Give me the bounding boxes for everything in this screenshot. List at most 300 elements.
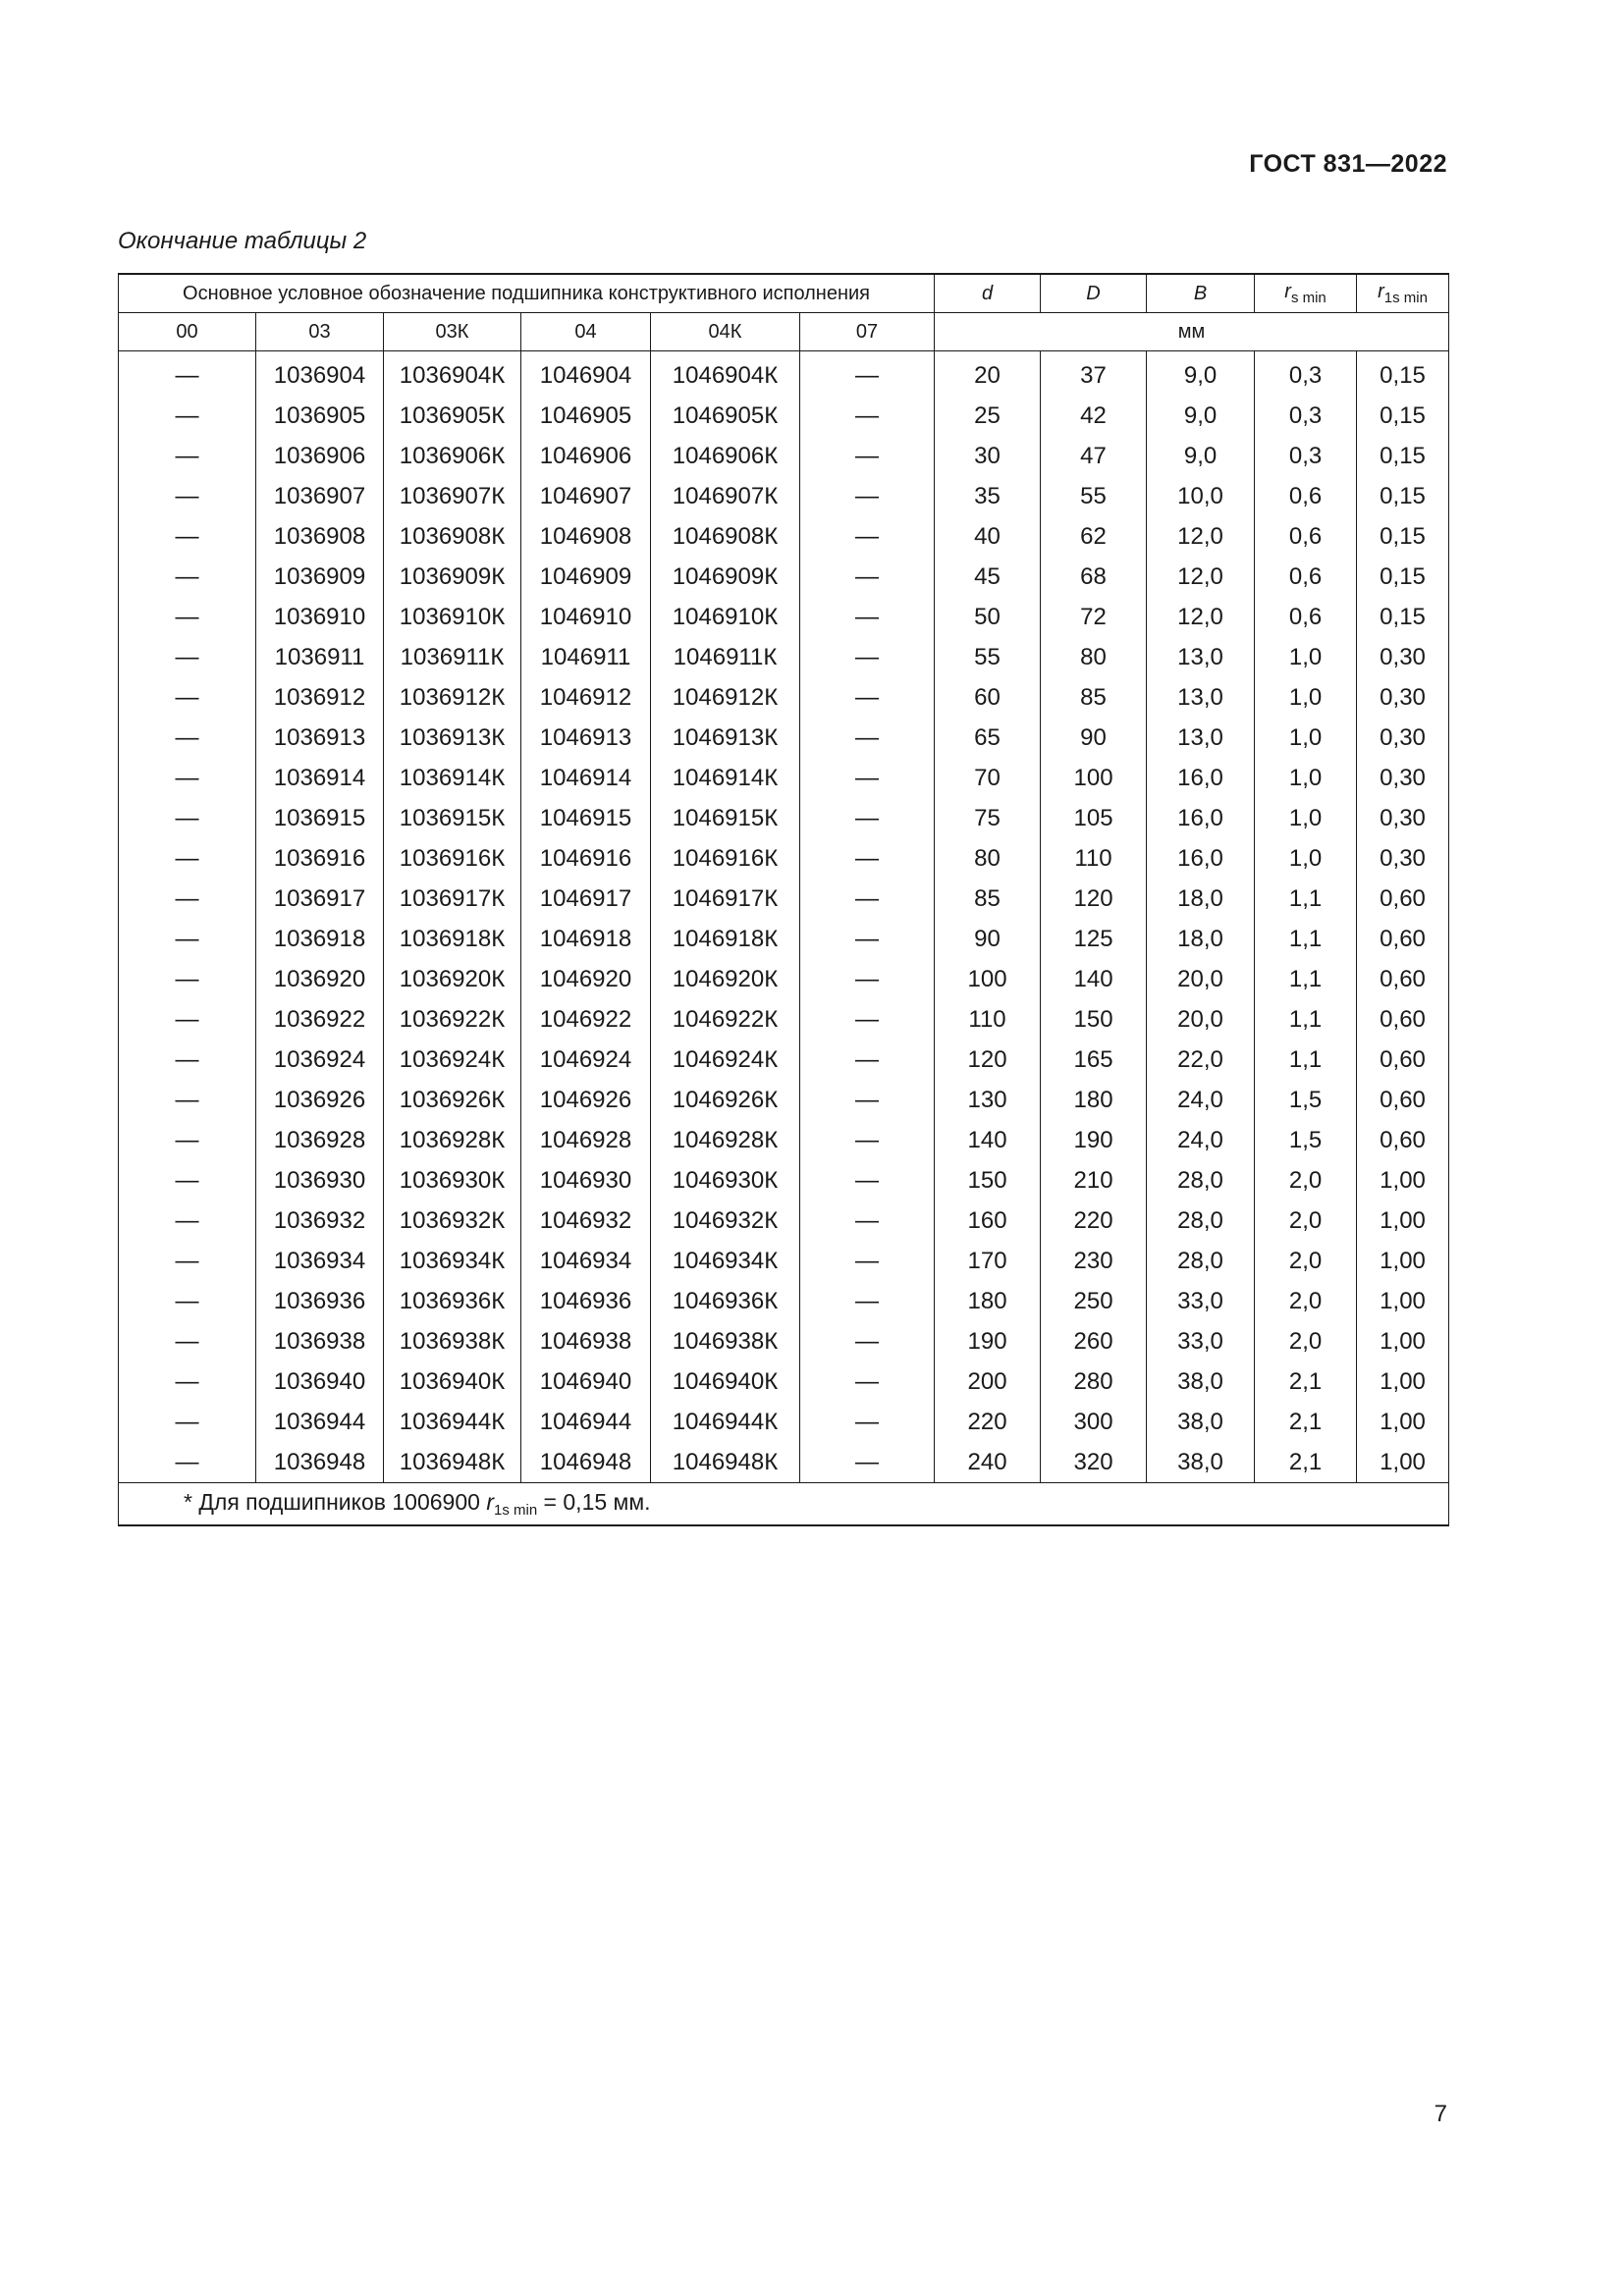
table-cell: — — [119, 798, 256, 838]
table-row — [119, 1201, 1449, 1241]
table-cell: 1046913К — [651, 718, 800, 758]
table-cell: 1,5 — [1255, 1120, 1357, 1160]
table-cell: 1046938К — [651, 1321, 800, 1362]
table-cell: 220 — [1041, 1201, 1147, 1241]
table-cell: 1036906К — [384, 436, 521, 476]
standard-designation: ГОСТ 831—2022 — [1249, 150, 1447, 178]
table-cell: 1036936 — [256, 1281, 384, 1321]
series-header: 04К — [651, 313, 800, 351]
table-cell: 9,0 — [1147, 436, 1255, 476]
table-cell: 33,0 — [1147, 1281, 1255, 1321]
table-cell: 1036914 — [256, 758, 384, 798]
table-cell: 16,0 — [1147, 798, 1255, 838]
table-cell: 1,0 — [1255, 838, 1357, 879]
table-cell: 1046915 — [521, 798, 651, 838]
header-B: B — [1147, 274, 1255, 313]
series-header: 07 — [800, 313, 935, 351]
table-cell: 1036917К — [384, 879, 521, 919]
table-cell: 1046930К — [651, 1160, 800, 1201]
table-cell: — — [119, 597, 256, 637]
table-cell: 0,15 — [1357, 516, 1449, 557]
table-cell: 1036912К — [384, 677, 521, 718]
table-cell: 1,00 — [1357, 1442, 1449, 1483]
table-cell: 1,0 — [1255, 637, 1357, 677]
table-cell: 1,0 — [1255, 798, 1357, 838]
table-cell: 1046934 — [521, 1241, 651, 1281]
table-cell: 0,60 — [1357, 1080, 1449, 1120]
table-cell: 12,0 — [1147, 516, 1255, 557]
table-cell: — — [800, 355, 935, 396]
table-row — [119, 1120, 1449, 1160]
table-cell: 20 — [935, 355, 1041, 396]
table-cell: 1046934К — [651, 1241, 800, 1281]
table-cell: 1036922 — [256, 999, 384, 1040]
table-cell: 130 — [935, 1080, 1041, 1120]
table-cell: 2,0 — [1255, 1201, 1357, 1241]
table-cell: 110 — [935, 999, 1041, 1040]
table-cell: — — [800, 637, 935, 677]
table-cell: 180 — [935, 1281, 1041, 1321]
table-cell: 40 — [935, 516, 1041, 557]
table-cell: 1046910 — [521, 597, 651, 637]
table-cell: 1036918 — [256, 919, 384, 959]
table-cell: 1036934 — [256, 1241, 384, 1281]
table-cell: 1036944 — [256, 1402, 384, 1442]
table-cell: 2,0 — [1255, 1321, 1357, 1362]
table-cell: 0,3 — [1255, 396, 1357, 436]
table-row — [119, 677, 1449, 718]
table-row — [119, 959, 1449, 999]
series-header: 03К — [384, 313, 521, 351]
table-cell: — — [119, 1241, 256, 1281]
table-cell: — — [119, 758, 256, 798]
table-cell: 0,60 — [1357, 1040, 1449, 1080]
table-cell: — — [800, 798, 935, 838]
table-cell: 55 — [1041, 476, 1147, 516]
table-cell: 18,0 — [1147, 879, 1255, 919]
table-row — [119, 1080, 1449, 1120]
table-cell: — — [119, 355, 256, 396]
table-cell: 180 — [1041, 1080, 1147, 1120]
table-cell: 38,0 — [1147, 1442, 1255, 1483]
table-cell: 1036948К — [384, 1442, 521, 1483]
table-cell: 62 — [1041, 516, 1147, 557]
table-cell: — — [119, 838, 256, 879]
table-cell: 2,1 — [1255, 1402, 1357, 1442]
table-cell: 165 — [1041, 1040, 1147, 1080]
table-cell: 1046904К — [651, 355, 800, 396]
header-r1s-min: $r_{1s min}$ — [1357, 274, 1449, 313]
table-cell: — — [800, 758, 935, 798]
table-cell: 1046922 — [521, 999, 651, 1040]
table-cell: 12,0 — [1147, 557, 1255, 597]
table-cell: 25 — [935, 396, 1041, 436]
table-cell: 1036908К — [384, 516, 521, 557]
table-cell: 0,15 — [1357, 597, 1449, 637]
table-cell: 1036914К — [384, 758, 521, 798]
table-cell: 0,30 — [1357, 718, 1449, 758]
table-cell: 24,0 — [1147, 1080, 1255, 1120]
page-number: 7 — [1434, 2101, 1447, 2127]
table-cell: 1046909К — [651, 557, 800, 597]
table-cell: 1046930 — [521, 1160, 651, 1201]
header-d: d — [935, 274, 1041, 313]
table-cell: 1046906К — [651, 436, 800, 476]
table-cell: 1046914 — [521, 758, 651, 798]
table-cell: 45 — [935, 557, 1041, 597]
table-cell: 70 — [935, 758, 1041, 798]
table-cell: 1036906 — [256, 436, 384, 476]
table-row — [119, 758, 1449, 798]
header-row-2 — [119, 313, 1449, 351]
table-cell: 1,1 — [1255, 959, 1357, 999]
table-cell: — — [119, 516, 256, 557]
table-cell: 30 — [935, 436, 1041, 476]
table-cell: — — [800, 476, 935, 516]
table-cell: 0,60 — [1357, 879, 1449, 919]
table-cell: 1046916К — [651, 838, 800, 879]
table-cell: 20,0 — [1147, 999, 1255, 1040]
table-cell: 1046909 — [521, 557, 651, 597]
table-cell: 1,0 — [1255, 718, 1357, 758]
table-cell: 0,30 — [1357, 637, 1449, 677]
table-cell: — — [119, 718, 256, 758]
table-row — [119, 798, 1449, 838]
table-cell: 2,0 — [1255, 1281, 1357, 1321]
table-cell: 22,0 — [1147, 1040, 1255, 1080]
table-cell: — — [800, 718, 935, 758]
table-cell: 1,00 — [1357, 1201, 1449, 1241]
bearing-table — [118, 273, 1449, 1526]
table-cell: — — [119, 999, 256, 1040]
table-cell: 0,3 — [1255, 436, 1357, 476]
table-cell: 160 — [935, 1201, 1041, 1241]
table-cell: 42 — [1041, 396, 1147, 436]
table-row — [119, 1402, 1449, 1442]
table-cell: 24,0 — [1147, 1120, 1255, 1160]
table-caption: Окончание таблицы 2 — [118, 228, 367, 254]
table-cell: 100 — [1041, 758, 1147, 798]
table-cell: — — [119, 436, 256, 476]
table-cell: 200 — [935, 1362, 1041, 1402]
table-cell: 120 — [935, 1040, 1041, 1080]
table-cell: 0,30 — [1357, 798, 1449, 838]
table-cell: 125 — [1041, 919, 1147, 959]
table-cell: 10,0 — [1147, 476, 1255, 516]
table-cell: 1046932К — [651, 1201, 800, 1241]
table-cell: 1036918К — [384, 919, 521, 959]
table-cell: 220 — [935, 1402, 1041, 1442]
table-cell: 1036915К — [384, 798, 521, 838]
footnote-row — [119, 1483, 1449, 1526]
table-cell: 1046926К — [651, 1080, 800, 1120]
table-cell: 260 — [1041, 1321, 1147, 1362]
table-cell: 1046940К — [651, 1362, 800, 1402]
table-cell: 1046920 — [521, 959, 651, 999]
table-cell: 9,0 — [1147, 355, 1255, 396]
table-cell: 1046948 — [521, 1442, 651, 1483]
table-cell: — — [119, 1201, 256, 1241]
table-cell: 1036934К — [384, 1241, 521, 1281]
table-cell: 1036936К — [384, 1281, 521, 1321]
table-cell: 1036909 — [256, 557, 384, 597]
table-row — [119, 1442, 1449, 1483]
table-cell: 0,6 — [1255, 597, 1357, 637]
table-cell: 1036930 — [256, 1160, 384, 1201]
table-cell: 9,0 — [1147, 396, 1255, 436]
table-cell: 0,60 — [1357, 1120, 1449, 1160]
table-cell: 1036913К — [384, 718, 521, 758]
table-cell: 210 — [1041, 1160, 1147, 1201]
table-cell: 16,0 — [1147, 838, 1255, 879]
table-cell: 1036916К — [384, 838, 521, 879]
table-cell: 1046944К — [651, 1402, 800, 1442]
table-cell: 1036928К — [384, 1120, 521, 1160]
table-cell: 1046944 — [521, 1402, 651, 1442]
table-cell: 1036910К — [384, 597, 521, 637]
table-cell: 1046948К — [651, 1442, 800, 1483]
table-cell: 33,0 — [1147, 1321, 1255, 1362]
table-cell: 1046906 — [521, 436, 651, 476]
table-cell: 0,30 — [1357, 758, 1449, 798]
table-cell: 1046908 — [521, 516, 651, 557]
table-cell: — — [119, 1120, 256, 1160]
table-cell: — — [800, 1040, 935, 1080]
table-cell: — — [119, 1321, 256, 1362]
table-cell: 35 — [935, 476, 1041, 516]
table-cell: — — [800, 838, 935, 879]
table-cell: 1036905К — [384, 396, 521, 436]
table-cell: 1036932К — [384, 1201, 521, 1241]
table-cell: 16,0 — [1147, 758, 1255, 798]
table-cell: 1036912 — [256, 677, 384, 718]
table-cell: 150 — [935, 1160, 1041, 1201]
table-cell: 47 — [1041, 436, 1147, 476]
table-cell: — — [800, 396, 935, 436]
table-row — [119, 1160, 1449, 1201]
table-cell: 1036924К — [384, 1040, 521, 1080]
table-cell: — — [800, 1160, 935, 1201]
table-cell: — — [800, 879, 935, 919]
table-cell: 1036916 — [256, 838, 384, 879]
table-cell: — — [119, 1080, 256, 1120]
table-cell: 1046912 — [521, 677, 651, 718]
table-cell: 1036932 — [256, 1201, 384, 1241]
table-cell: 240 — [935, 1442, 1041, 1483]
table-cell: 1,1 — [1255, 879, 1357, 919]
table-cell: — — [119, 1442, 256, 1483]
table-cell: — — [119, 677, 256, 718]
table-cell: — — [119, 959, 256, 999]
table-cell: 0,60 — [1357, 959, 1449, 999]
table-cell: 1036907К — [384, 476, 521, 516]
table-cell: 1046917К — [651, 879, 800, 919]
table-cell: 37 — [1041, 355, 1147, 396]
table-cell: 0,6 — [1255, 557, 1357, 597]
header-rs-min: $r_{s min}$ — [1255, 274, 1357, 313]
table-cell: — — [800, 557, 935, 597]
table-cell: 1046913 — [521, 718, 651, 758]
table-cell: 1036926 — [256, 1080, 384, 1120]
table-cell: 1046912К — [651, 677, 800, 718]
table-cell: 1046918 — [521, 919, 651, 959]
table-cell: 1,00 — [1357, 1321, 1449, 1362]
table-cell: 150 — [1041, 999, 1147, 1040]
table-row — [119, 1241, 1449, 1281]
table-cell: 1,00 — [1357, 1241, 1449, 1281]
table-cell: 320 — [1041, 1442, 1147, 1483]
table-cell: 1046928 — [521, 1120, 651, 1160]
table-cell: — — [800, 436, 935, 476]
table-row — [119, 838, 1449, 879]
table-row — [119, 557, 1449, 597]
table-cell: 0,15 — [1357, 355, 1449, 396]
table-cell: 1046928К — [651, 1120, 800, 1160]
table-cell: 1036944К — [384, 1402, 521, 1442]
group-header: Основное условное обозначение подшипника конструктивного исполнения — [119, 274, 935, 313]
table-cell: 1036940К — [384, 1362, 521, 1402]
table-cell: 1046936 — [521, 1281, 651, 1321]
table-cell: 50 — [935, 597, 1041, 637]
table-cell: 1046926 — [521, 1080, 651, 1120]
table-cell: — — [119, 1402, 256, 1442]
table-cell: 1,5 — [1255, 1080, 1357, 1120]
table-cell: 12,0 — [1147, 597, 1255, 637]
table-cell: 1,00 — [1357, 1402, 1449, 1442]
table-cell: 1,00 — [1357, 1362, 1449, 1402]
table-cell: 1,0 — [1255, 758, 1357, 798]
table-body — [119, 355, 1449, 1483]
table-cell: 1,0 — [1255, 677, 1357, 718]
table-row — [119, 436, 1449, 476]
table-cell: 1046932 — [521, 1201, 651, 1241]
table-cell: 13,0 — [1147, 637, 1255, 677]
table-cell: 2,1 — [1255, 1442, 1357, 1483]
table-cell: 1036930К — [384, 1160, 521, 1201]
table-cell: 1036905 — [256, 396, 384, 436]
footnote: * Для подшипников 1006900 $r_{1s min} = 0,15$ мм. — [119, 1483, 1449, 1526]
table-row — [119, 1362, 1449, 1402]
table-cell: 85 — [935, 879, 1041, 919]
table-cell: 1046915К — [651, 798, 800, 838]
table-cell: 65 — [935, 718, 1041, 758]
table-cell: 1046904 — [521, 355, 651, 396]
unit-header: мм — [935, 313, 1449, 351]
table-row — [119, 879, 1449, 919]
table-cell: 1036938К — [384, 1321, 521, 1362]
table-cell: 1046910К — [651, 597, 800, 637]
table-row — [119, 1040, 1449, 1080]
table-cell: 1,1 — [1255, 1040, 1357, 1080]
table-cell: 1046938 — [521, 1321, 651, 1362]
table-cell: 1036922К — [384, 999, 521, 1040]
series-header: 00 — [119, 313, 256, 351]
table-cell: 1036904 — [256, 355, 384, 396]
table-row — [119, 1281, 1449, 1321]
table-cell: 60 — [935, 677, 1041, 718]
table-cell: 250 — [1041, 1281, 1147, 1321]
table-cell: 0,15 — [1357, 396, 1449, 436]
table-row — [119, 396, 1449, 436]
table-row — [119, 637, 1449, 677]
table-cell: — — [119, 919, 256, 959]
table-cell: — — [119, 557, 256, 597]
table-cell: — — [119, 637, 256, 677]
header-row-1 — [119, 274, 1449, 313]
table-cell: 0,15 — [1357, 436, 1449, 476]
table-cell: 72 — [1041, 597, 1147, 637]
table-cell: 1036938 — [256, 1321, 384, 1362]
table-cell: 170 — [935, 1241, 1041, 1281]
table-cell: 80 — [935, 838, 1041, 879]
table-cell: — — [119, 1160, 256, 1201]
table-cell: 1036908 — [256, 516, 384, 557]
table-cell: — — [119, 476, 256, 516]
table-cell: 68 — [1041, 557, 1147, 597]
table-cell: 1036917 — [256, 879, 384, 919]
table-cell: — — [800, 999, 935, 1040]
table-row — [119, 516, 1449, 557]
table-cell: 90 — [1041, 718, 1147, 758]
header-D: D — [1041, 274, 1147, 313]
table-cell: 1036920 — [256, 959, 384, 999]
table-cell: 2,1 — [1255, 1362, 1357, 1402]
table-cell: 300 — [1041, 1402, 1147, 1442]
table-cell: 1036915 — [256, 798, 384, 838]
table-cell: 28,0 — [1147, 1160, 1255, 1201]
table-cell: 1036926К — [384, 1080, 521, 1120]
table-cell: 38,0 — [1147, 1362, 1255, 1402]
table-cell: 0,60 — [1357, 919, 1449, 959]
table-cell: 0,15 — [1357, 476, 1449, 516]
table-cell: — — [119, 879, 256, 919]
table-cell: 1046907 — [521, 476, 651, 516]
table-cell: 1036920К — [384, 959, 521, 999]
table-cell: 1046908К — [651, 516, 800, 557]
table-cell: — — [119, 396, 256, 436]
table-cell: 90 — [935, 919, 1041, 959]
table-cell: 1036913 — [256, 718, 384, 758]
table-cell: 1046917 — [521, 879, 651, 919]
table-cell: 1046920К — [651, 959, 800, 999]
table-cell: 0,15 — [1357, 557, 1449, 597]
table-cell: 1046918К — [651, 919, 800, 959]
table-cell: — — [800, 919, 935, 959]
table-cell: 0,30 — [1357, 838, 1449, 879]
table-cell: — — [800, 1442, 935, 1483]
table-cell: 0,30 — [1357, 677, 1449, 718]
table-cell: — — [119, 1362, 256, 1402]
table-cell: 1046907К — [651, 476, 800, 516]
table-cell: 1036924 — [256, 1040, 384, 1080]
table-cell: 38,0 — [1147, 1402, 1255, 1442]
table-cell: 0,6 — [1255, 516, 1357, 557]
table-row — [119, 597, 1449, 637]
table-cell: 2,0 — [1255, 1160, 1357, 1201]
series-header: 03 — [256, 313, 384, 351]
table-row — [119, 999, 1449, 1040]
table-cell: 0,3 — [1255, 355, 1357, 396]
table-cell: 1,1 — [1255, 919, 1357, 959]
table-cell: — — [800, 1241, 935, 1281]
table-row — [119, 476, 1449, 516]
table-cell: 0,60 — [1357, 999, 1449, 1040]
table-cell: 110 — [1041, 838, 1147, 879]
table-cell: 0,6 — [1255, 476, 1357, 516]
table-cell: 190 — [1041, 1120, 1147, 1160]
table-cell: 1,00 — [1357, 1281, 1449, 1321]
table-cell: — — [800, 516, 935, 557]
